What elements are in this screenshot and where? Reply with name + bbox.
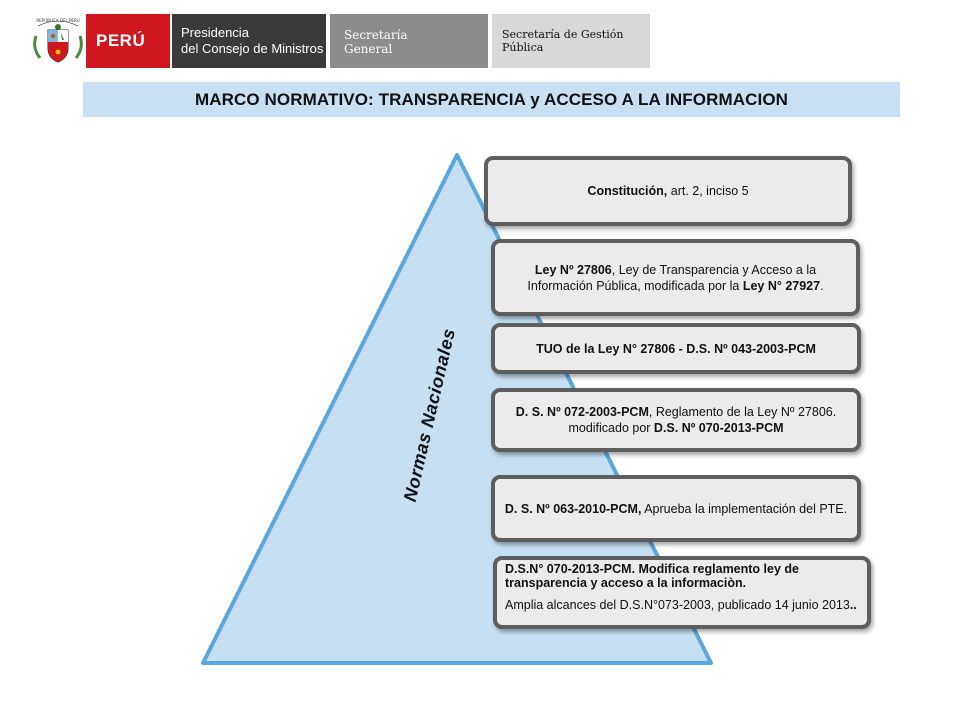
norm-box-ley-27806 (491, 239, 860, 316)
sgp-line-1: Secretaría de Gestión (502, 28, 624, 41)
ds-063-text: Aprueba la implementación del PTE. (641, 501, 848, 516)
sg-line-1: Secretaría (344, 28, 408, 42)
ley-27927-bold: Ley N° 27927 (742, 278, 821, 293)
page-title: MARCO NORMATIVO: TRANSPARENCIA y ACCESO A LA INFORMACION (194, 89, 789, 109)
norm-box-ds-072-2003 (491, 388, 861, 452)
norm-box-constitucion (484, 156, 852, 226)
peru-label: PERÚ (96, 31, 146, 50)
norm-box-ds-063-2010 (491, 475, 861, 542)
ds-070-bold: D.S. Nº 070-2013-PCM (653, 421, 784, 435)
sgp-line-2: Pública (502, 41, 544, 54)
logo-motto: REPÚBLICA DEL PERÚ (36, 18, 80, 23)
tuo-text: TUO de la Ley N° 27806 - D.S. Nº 043-2003-PCM (536, 341, 816, 356)
ley-27806-bold: Ley Nº 27806 (534, 262, 612, 277)
ds-070-2013-paragraph-1: D.S.N° 070-2013-PCM. Modifica reglamento ley de transparencia y acceso a la informaciòn. (505, 562, 799, 590)
constitucion-text: art. 2, inciso 5 (667, 184, 749, 198)
sg-line-2: General (344, 42, 393, 56)
pcm-line-2: del Consejo de Ministros (181, 41, 324, 56)
pcm-line-1: Presidencia (181, 25, 249, 40)
ds-063-bold: D. S. Nº 063-2010-PCM, (504, 501, 642, 516)
ds-070-2013-paragraph-2-end: .. (849, 598, 857, 612)
ley-27806-end: . (820, 278, 824, 293)
pyramid-label: Normas Nacionales (399, 326, 460, 504)
ley-27806-text: , Ley de Transparencia y Acceso a la Información Pública, modificada por la (527, 262, 817, 293)
norm-box-tuo (491, 323, 861, 374)
ds-072-bold: D. S. Nº 072-2003-PCM (515, 405, 649, 419)
constitucion-bold: Constitución, (587, 184, 668, 198)
ds-070-2013-paragraph-2: Amplia alcances del D.S.N°073-2003, publicado 14 junio 2013 (505, 598, 850, 612)
ds-072-text: , Reglamento de la Ley Nº 27806. modificado por (568, 405, 837, 435)
norm-box-ds-070-2013 (493, 556, 871, 629)
